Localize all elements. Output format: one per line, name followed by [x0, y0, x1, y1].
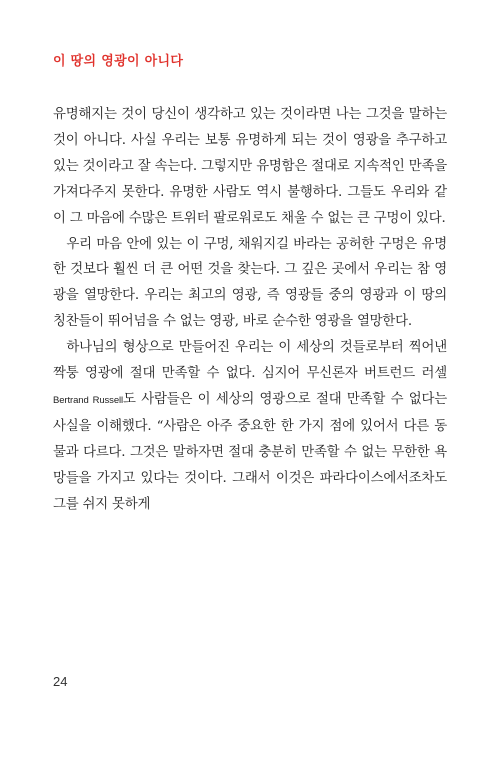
body-text — [53, 102, 447, 518]
paragraph-3 — [53, 335, 447, 517]
paragraph-2: 우리 마음 안에 있는 이 구멍, 채워지길 바라는 공허한 구멍은 유명한 것보다 훨씬 더 큰 어떤 것을 찾는다. 그 깊은 곳에서 우리는 참 영광을 열망한다. 우리는 최고의 영광, 즉 영광들 중의 영광과 이 땅의 칭찬들이 뛰어넘을 수 없는 영광, 바로 순수한 영광을 열망한다. — [53, 236, 447, 330]
chapter-title: 이 땅의 영광이 아니다 — [53, 54, 184, 69]
paragraph-3-text-before: 하나님의 형상으로 만들어진 우리는 이 세상의 것들로부터 찍어낸 짝퉁 영광에 절대 만족할 수 없다. 심지어 무신론자 버트런드 러셀 — [53, 340, 447, 382]
paragraph-3-text-after: 도 사람들은 이 세상의 영광으로 절대 만족할 수 없다는 사실을 이해했다. “사람은 아주 중요한 한 가지 점에 있어서 다른 동물과 다르다. 그것은 말하자면 절대 충분히 만족할 수 없는 무한한 욕망들을 가지고 있다는 것이다. 그래서 이것은 파라다이스에서조차도 그를 쉬지 못하게 — [53, 391, 447, 512]
page-number: 24 — [53, 674, 68, 689]
bertrand-russell-name: Bertrand Russell — [53, 394, 124, 406]
paragraph-1: 유명해지는 것이 당신이 생각하고 있는 것이라면 나는 그것을 말하는 것이 아니다. 사실 우리는 보통 유명하게 되는 것이 영광을 추구하고 있는 것이라고 잘 속는다. 그렇지만 유명함은 절대로 지속적인 만족을 가져다주지 못한다. 유명한 사람도 역시 불행하다. 그들도 우리와 같이 그 마음에 수많은 트위터 팔로워로도 채울 수 없는 큰 구멍이 있다. — [53, 107, 447, 226]
